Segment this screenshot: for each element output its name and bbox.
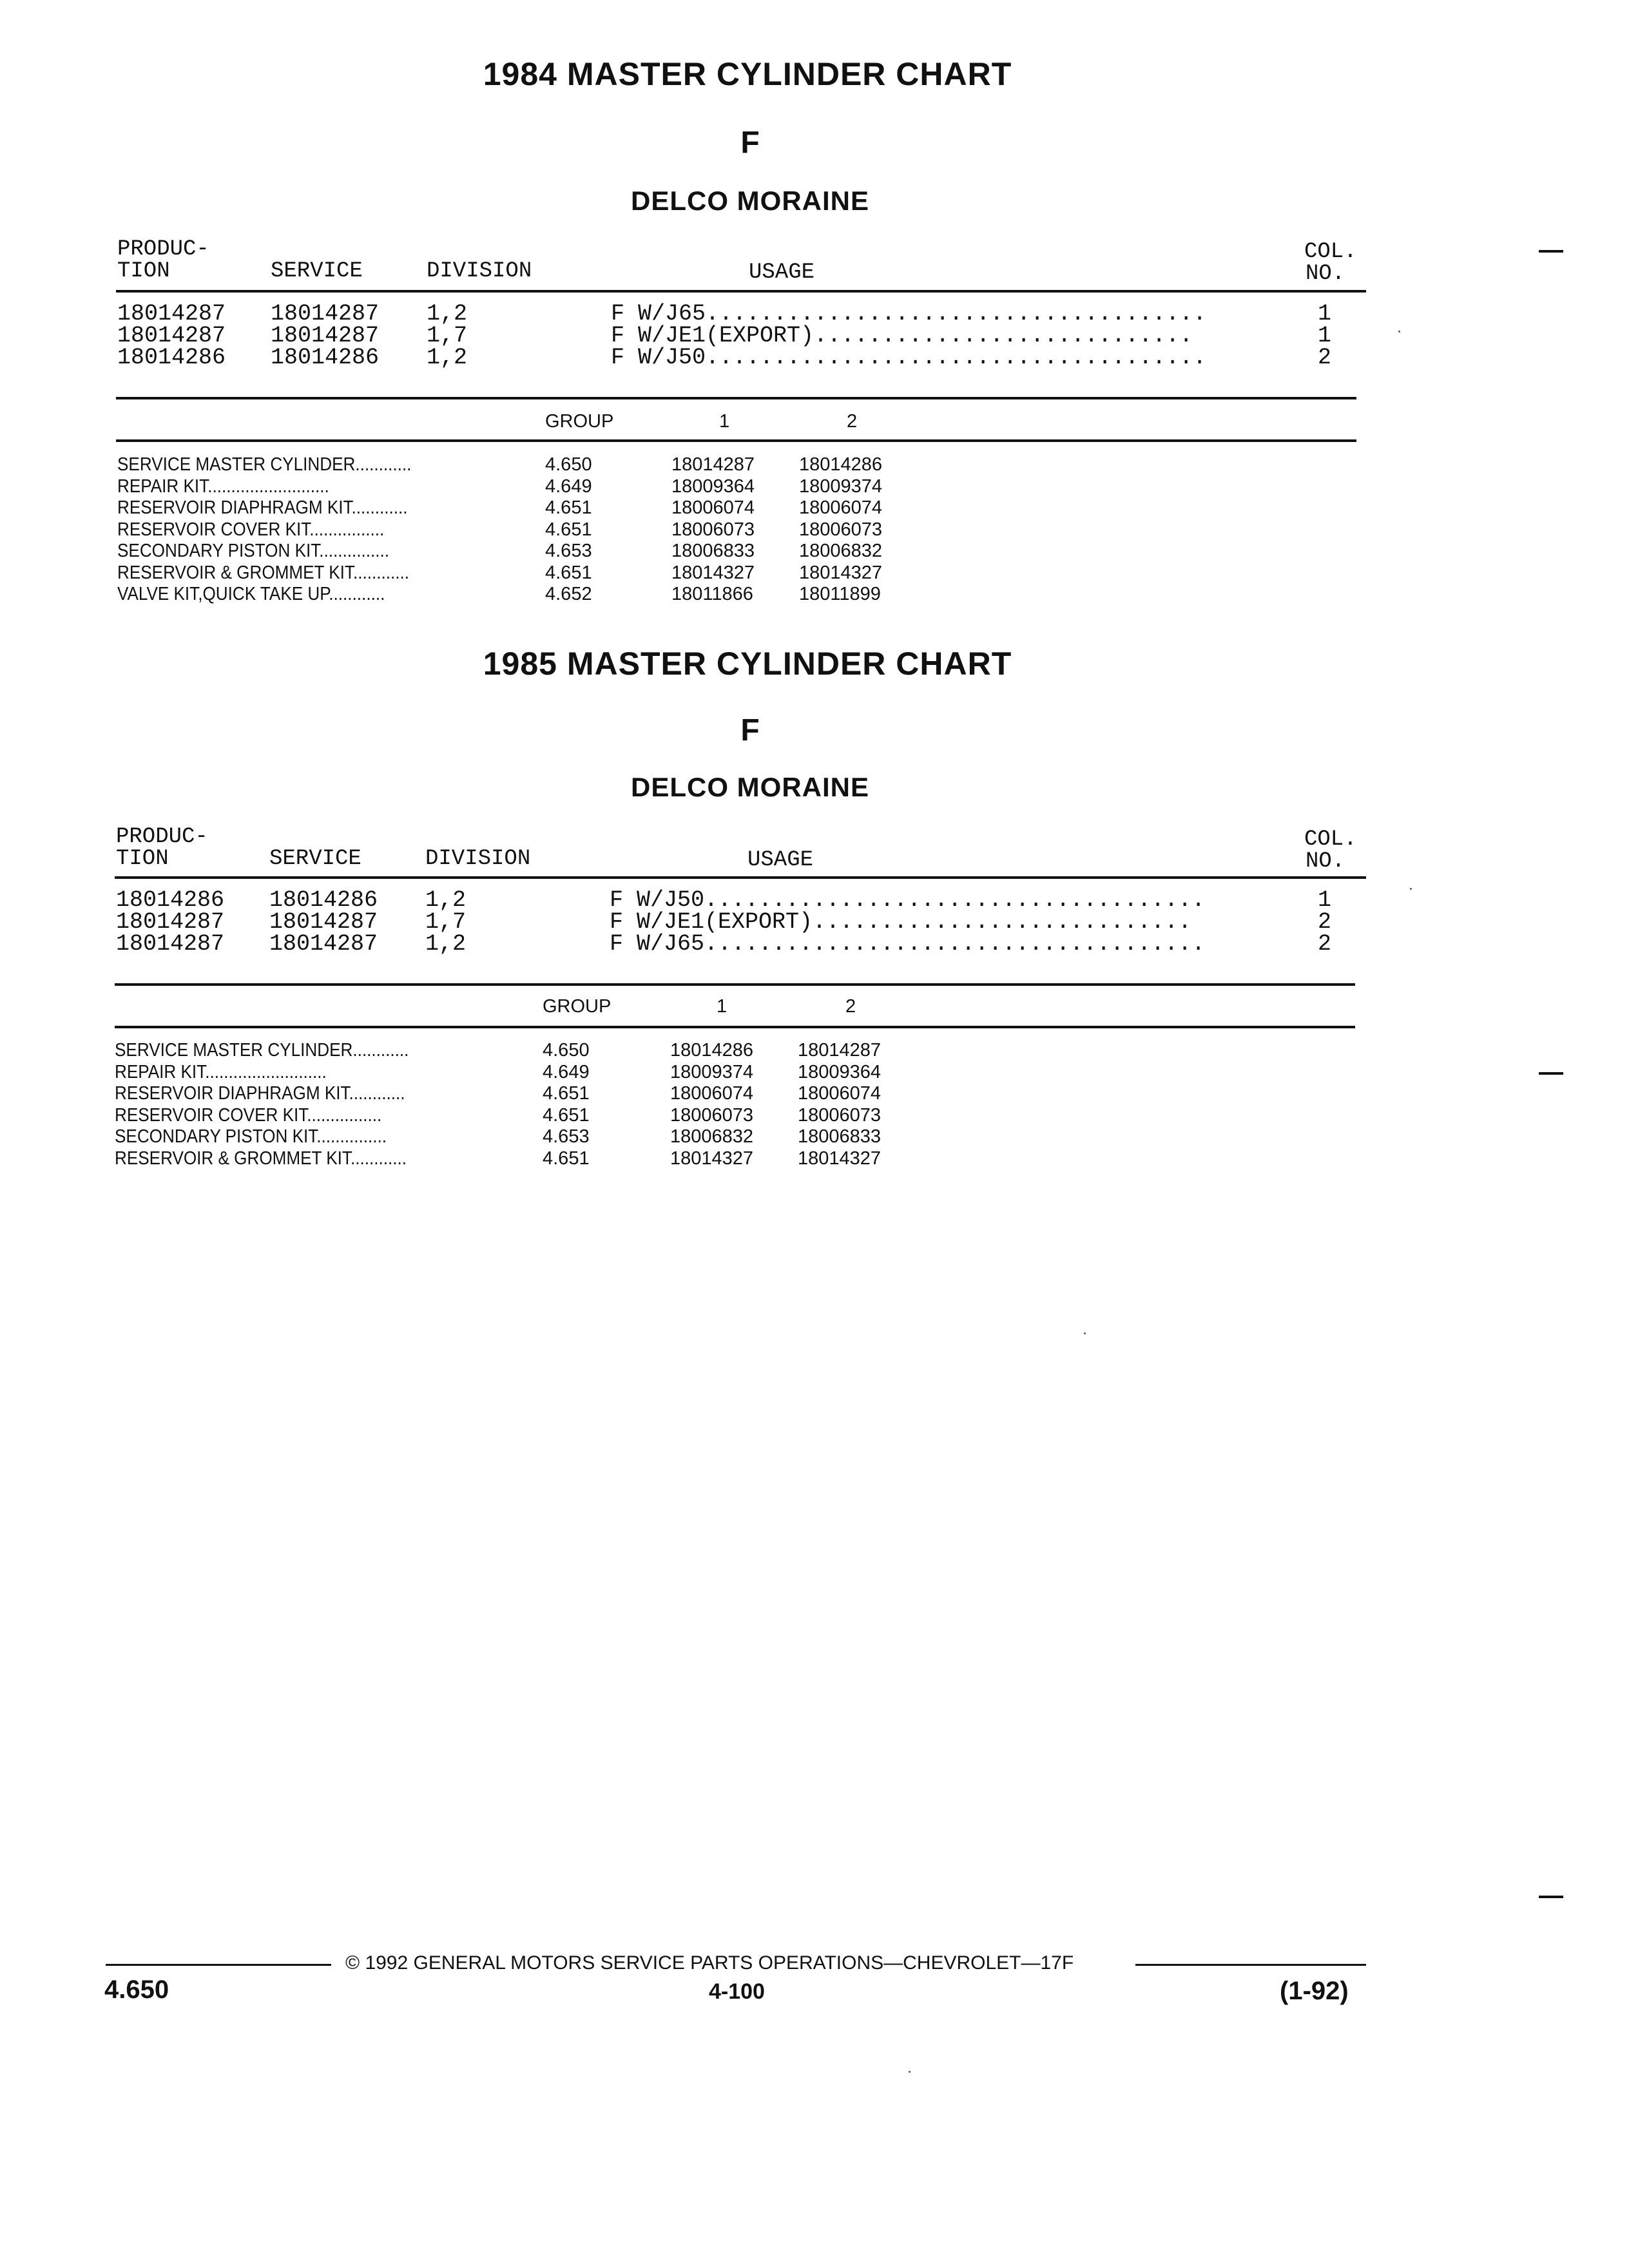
kit-row-col1: 18009364 bbox=[671, 476, 755, 497]
header-division: DIVISION bbox=[425, 847, 531, 871]
usage-row-3-production: 18014287 bbox=[116, 931, 225, 957]
footer-page-number: 4-100 bbox=[709, 1979, 765, 2004]
scan-speck bbox=[1398, 331, 1400, 332]
kit-row-name: RESERVOIR DIAPHRAGM KIT............ bbox=[117, 497, 408, 518]
header-col: COL. bbox=[1304, 827, 1357, 852]
usage-row-2-col: 1 bbox=[1318, 323, 1332, 349]
kit-row-name: SECONDARY PISTON KIT............... bbox=[115, 1126, 387, 1147]
usage-row-1-service: 18014286 bbox=[269, 887, 378, 913]
header-no: NO. bbox=[1306, 262, 1345, 286]
header-usage: USAGE bbox=[747, 848, 814, 872]
divider bbox=[115, 876, 1366, 879]
kit-row-col1: 18006073 bbox=[670, 1104, 754, 1126]
divider bbox=[116, 439, 1356, 442]
kit-row-col2: 18006074 bbox=[799, 497, 883, 518]
kit-row-col1: 18014286 bbox=[670, 1040, 754, 1061]
chart-1984-letter: F bbox=[740, 126, 760, 160]
kit-header-col2: 2 bbox=[845, 996, 856, 1017]
margin-mark bbox=[1539, 250, 1563, 253]
kit-row-group: 4.653 bbox=[545, 541, 592, 561]
kit-header-col2: 2 bbox=[847, 411, 858, 432]
kit-row-col2: 18006833 bbox=[798, 1126, 882, 1147]
kit-row-name: SECONDARY PISTON KIT............... bbox=[117, 541, 390, 561]
kit-row-col2: 18009374 bbox=[799, 476, 883, 497]
kit-row-col2: 18009364 bbox=[798, 1061, 882, 1082]
usage-row-3-service: 18014287 bbox=[269, 931, 378, 957]
usage-row-2-production: 18014287 bbox=[117, 323, 226, 349]
kit-row-name: REPAIR KIT.......................... bbox=[115, 1061, 327, 1082]
usage-row-2-usage: F W/JE1(EXPORT)............................ bbox=[611, 323, 1193, 349]
kit-row-name: RESERVOIR COVER KIT................ bbox=[115, 1104, 382, 1126]
scan-speck bbox=[909, 2071, 911, 2073]
usage-row-3-division: 1,2 bbox=[425, 931, 467, 957]
divider bbox=[116, 290, 1366, 293]
chart-1984-title: 1984 MASTER CYLINDER CHART bbox=[483, 56, 1012, 92]
kit-row-group: 4.651 bbox=[543, 1083, 590, 1104]
usage-row-3-service: 18014286 bbox=[271, 345, 380, 370]
kit-row-col1: 18009374 bbox=[670, 1061, 754, 1082]
chart-1985-letter: F bbox=[740, 713, 760, 747]
kit-row-name: RESERVOIR COVER KIT................ bbox=[117, 519, 385, 540]
header-service: SERVICE bbox=[271, 259, 363, 284]
usage-row-1-production: 18014286 bbox=[116, 887, 225, 913]
margin-mark bbox=[1539, 1896, 1563, 1898]
footer-date: (1-92) bbox=[1280, 1977, 1349, 2005]
chart-1984-manufacturer: DELCO MORAINE bbox=[631, 186, 869, 216]
kit-row-col2: 18011899 bbox=[799, 584, 881, 604]
footer-section: 4.650 bbox=[104, 1975, 169, 2004]
scan-speck bbox=[1084, 1332, 1086, 1334]
kit-header-col1: 1 bbox=[717, 996, 728, 1017]
usage-row-2-production: 18014287 bbox=[116, 909, 225, 935]
usage-row-1-usage: F W/J50..................................... bbox=[610, 887, 1206, 913]
kit-row-col1: 18006074 bbox=[671, 497, 755, 518]
chart-1985-manufacturer: DELCO MORAINE bbox=[631, 772, 869, 802]
usage-row-2-service: 18014287 bbox=[271, 323, 380, 349]
kit-row-name: RESERVOIR DIAPHRAGM KIT............ bbox=[115, 1083, 405, 1104]
kit-row-group: 4.651 bbox=[545, 497, 592, 518]
footer-rule-right bbox=[1135, 1964, 1366, 1966]
usage-row-1-service: 18014287 bbox=[271, 301, 380, 327]
usage-row-3-usage: F W/J50..................................... bbox=[611, 345, 1207, 370]
header-division: DIVISION bbox=[427, 259, 532, 284]
usage-row-3-division: 1,2 bbox=[427, 345, 468, 370]
kit-row-group: 4.651 bbox=[543, 1148, 590, 1169]
header-production-2: TION bbox=[117, 259, 170, 284]
kit-row-group: 4.650 bbox=[545, 454, 592, 475]
kit-row-col1: 18014287 bbox=[671, 454, 755, 475]
header-production-1: PRODUC- bbox=[117, 237, 209, 262]
divider bbox=[115, 983, 1355, 986]
kit-row-col2: 18014327 bbox=[798, 1148, 882, 1169]
kit-row-col2: 18006073 bbox=[799, 519, 883, 540]
chart-1985-title: 1985 MASTER CYLINDER CHART bbox=[483, 646, 1012, 682]
kit-row-col1: 18014327 bbox=[671, 562, 755, 583]
kit-row-col2: 18014327 bbox=[799, 562, 883, 583]
usage-row-3-usage: F W/J65..................................... bbox=[610, 931, 1206, 957]
usage-row-2-service: 18014287 bbox=[269, 909, 378, 935]
header-service: SERVICE bbox=[269, 847, 361, 871]
margin-mark bbox=[1539, 1072, 1563, 1075]
usage-row-3-col: 2 bbox=[1318, 931, 1332, 957]
kit-row-group: 4.650 bbox=[543, 1040, 590, 1061]
usage-row-1-division: 1,2 bbox=[425, 887, 467, 913]
kit-row-col2: 18006073 bbox=[798, 1104, 882, 1126]
kit-header-group: GROUP bbox=[545, 411, 614, 432]
kit-row-name: VALVE KIT,QUICK TAKE UP............ bbox=[117, 584, 385, 604]
footer-copyright: © 1992 GENERAL MOTORS SERVICE PARTS OPERATIONS—CHEVROLET—17F bbox=[345, 1952, 1074, 1974]
usage-row-1-division: 1,2 bbox=[427, 301, 468, 327]
header-col: COL. bbox=[1304, 240, 1357, 264]
kit-row-name: RESERVOIR & GROMMET KIT............ bbox=[115, 1148, 407, 1169]
usage-row-1-usage: F W/J65..................................... bbox=[611, 301, 1207, 327]
kit-row-col1: 18006833 bbox=[671, 541, 755, 561]
usage-row-3-production: 18014286 bbox=[117, 345, 226, 370]
usage-row-2-division: 1,7 bbox=[425, 909, 467, 935]
kit-row-col2: 18014287 bbox=[798, 1040, 882, 1061]
kit-row-group: 4.651 bbox=[545, 519, 592, 540]
kit-row-col1: 18006074 bbox=[670, 1083, 754, 1104]
usage-row-1-production: 18014287 bbox=[117, 301, 226, 327]
kit-row-col1: 18006073 bbox=[671, 519, 755, 540]
kit-row-col2: 18014286 bbox=[799, 454, 883, 475]
kit-row-group: 4.651 bbox=[545, 562, 592, 583]
footer-rule-left bbox=[106, 1964, 331, 1966]
kit-row-name: SERVICE MASTER CYLINDER............ bbox=[115, 1040, 409, 1061]
kit-header-col1: 1 bbox=[719, 411, 730, 432]
header-usage: USAGE bbox=[749, 260, 815, 285]
usage-row-1-col: 1 bbox=[1318, 301, 1332, 327]
kit-row-name: REPAIR KIT.......................... bbox=[117, 476, 329, 497]
kit-row-col1: 18014327 bbox=[670, 1148, 754, 1169]
usage-row-2-usage: F W/JE1(EXPORT)............................ bbox=[610, 909, 1192, 935]
kit-row-group: 4.653 bbox=[543, 1126, 590, 1147]
kit-row-name: RESERVOIR & GROMMET KIT............ bbox=[117, 562, 409, 583]
kit-row-col2: 18006074 bbox=[798, 1083, 882, 1104]
kit-row-group: 4.652 bbox=[545, 584, 592, 604]
kit-row-name: SERVICE MASTER CYLINDER............ bbox=[117, 454, 412, 475]
scan-speck bbox=[1410, 888, 1412, 890]
header-no: NO. bbox=[1306, 849, 1345, 874]
kit-row-col2: 18006832 bbox=[799, 541, 883, 561]
header-production-1: PRODUC- bbox=[116, 825, 208, 849]
kit-row-col1: 18006832 bbox=[670, 1126, 754, 1147]
kit-row-group: 4.649 bbox=[543, 1061, 590, 1082]
kit-row-group: 4.649 bbox=[545, 476, 592, 497]
usage-row-2-col: 2 bbox=[1318, 909, 1332, 935]
usage-row-3-col: 2 bbox=[1318, 345, 1332, 370]
usage-row-2-division: 1,7 bbox=[427, 323, 468, 349]
kit-header-group: GROUP bbox=[543, 996, 612, 1017]
usage-row-1-col: 1 bbox=[1318, 887, 1332, 913]
kit-row-col1: 18011866 bbox=[671, 584, 753, 604]
header-production-2: TION bbox=[116, 847, 169, 871]
divider bbox=[116, 397, 1356, 399]
divider bbox=[115, 1026, 1355, 1028]
kit-row-group: 4.651 bbox=[543, 1104, 590, 1126]
